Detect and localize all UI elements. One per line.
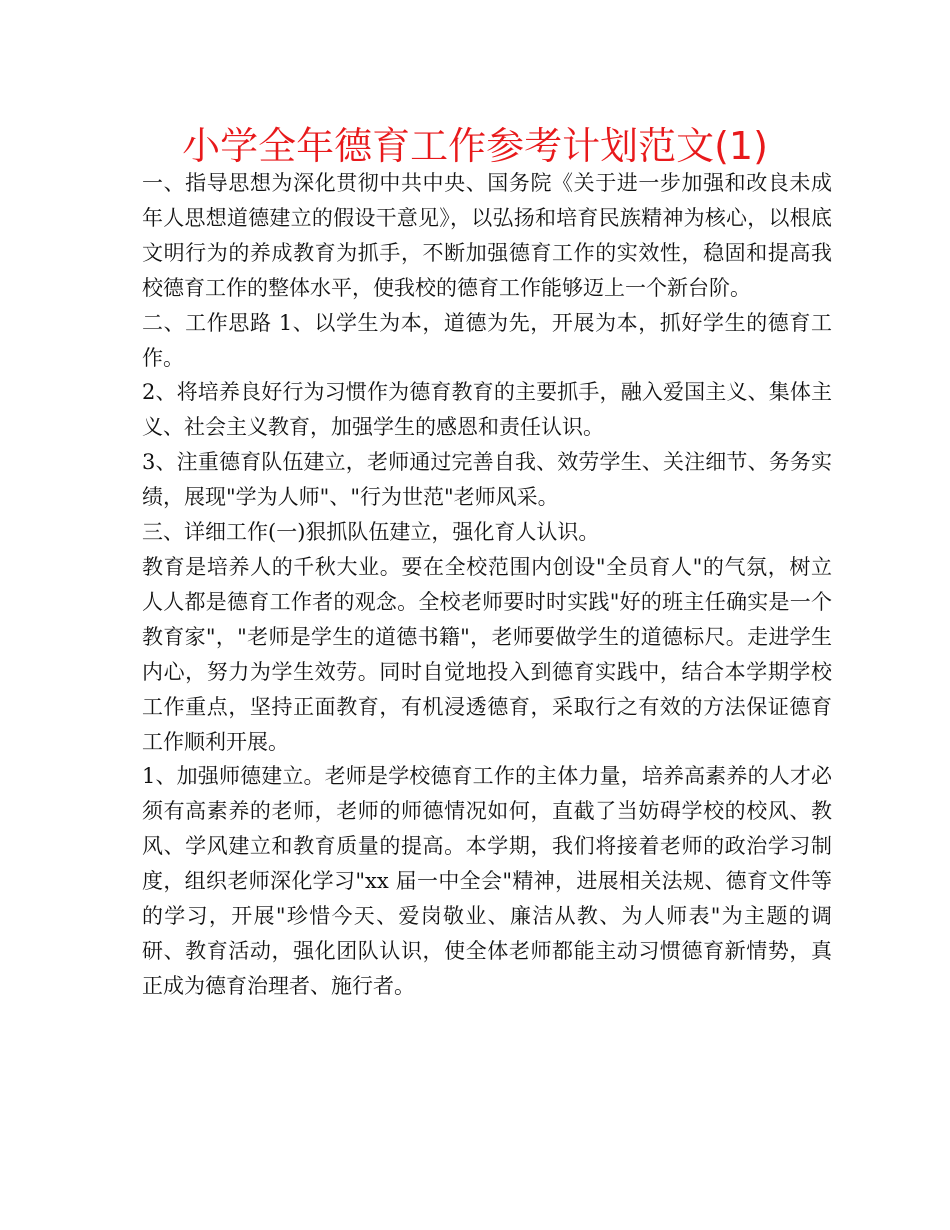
paragraph-specific-work: 三、详细工作(一)狠抓队伍建立，强化育人认识。 xyxy=(142,520,600,545)
paragraph-guiding-ideology: 一、指导思想为深化贯彻中共中央、国务院《关于进一步加强和改良未成年人思想道德建立的假设干意见》，以弘扬和培育民族精神为核心，以根底文明行为的养成教育为抓手，不断加强德育工作的实效性，稳固和提高我校德育工作的整体水平，使我校的德育工作能够迈上一个新台阶。 xyxy=(142,171,832,300)
document-body xyxy=(142,166,832,1004)
document-title: 小学全年德育工作参考计划范文(1) xyxy=(182,124,768,168)
paragraph-team-building: 3、注重德育队伍建立，老师通过完善自我、效劳学生、关注细节、务务实绩，展现"学为人师"、"行为世范"老师风采。 xyxy=(142,450,832,510)
paragraph-work-approach: 二、工作思路 1、以学生为本，道德为先，开展为本，抓好学生的德育工作。 xyxy=(142,310,832,370)
paragraph-habits: 2、将培养良好行为习惯作为德育教育的主要抓手，融入爱国主义、集体主义、社会主义教育，加强学生的感恩和责任认识。 xyxy=(142,380,832,440)
paragraph-education: 教育是培养人的千秋大业。要在全校范围内创设"全员育人"的气氛，树立人人都是德育工作者的观念。全校老师要时时实践"好的班主任确实是一个教育家"，"老师是学生的道德书籍"，老师要做学生的道德标尺。走进学生内心，努力为学生效劳。同时自觉地投入到德育实践中，结合本学期学校工作重点，坚持正面教育，有机浸透德育，采取行之有效的方法保证德育工作顺利开展。 xyxy=(142,554,832,754)
paragraph-teacher-ethics: 1、加强师德建立。老师是学校德育工作的主体力量，培养高素养的人才必须有高素养的老师，老师的师德情况如何，直截了当妨碍学校的校风、教风、学风建立和教育质量的提高。本学期，我们将接着老师的政治学习制度，组织老师深化学习"xx 届一中全会"精神，进展相关法规、德育文件等的学习，开展"珍惜今天、爱岗敬业、廉洁从教、为人师表"为主题的调研、教育活动，强化团队认识，使全体老师都能主动习惯德育新情势，真正成为德育治理者、施行者。 xyxy=(142,764,832,998)
